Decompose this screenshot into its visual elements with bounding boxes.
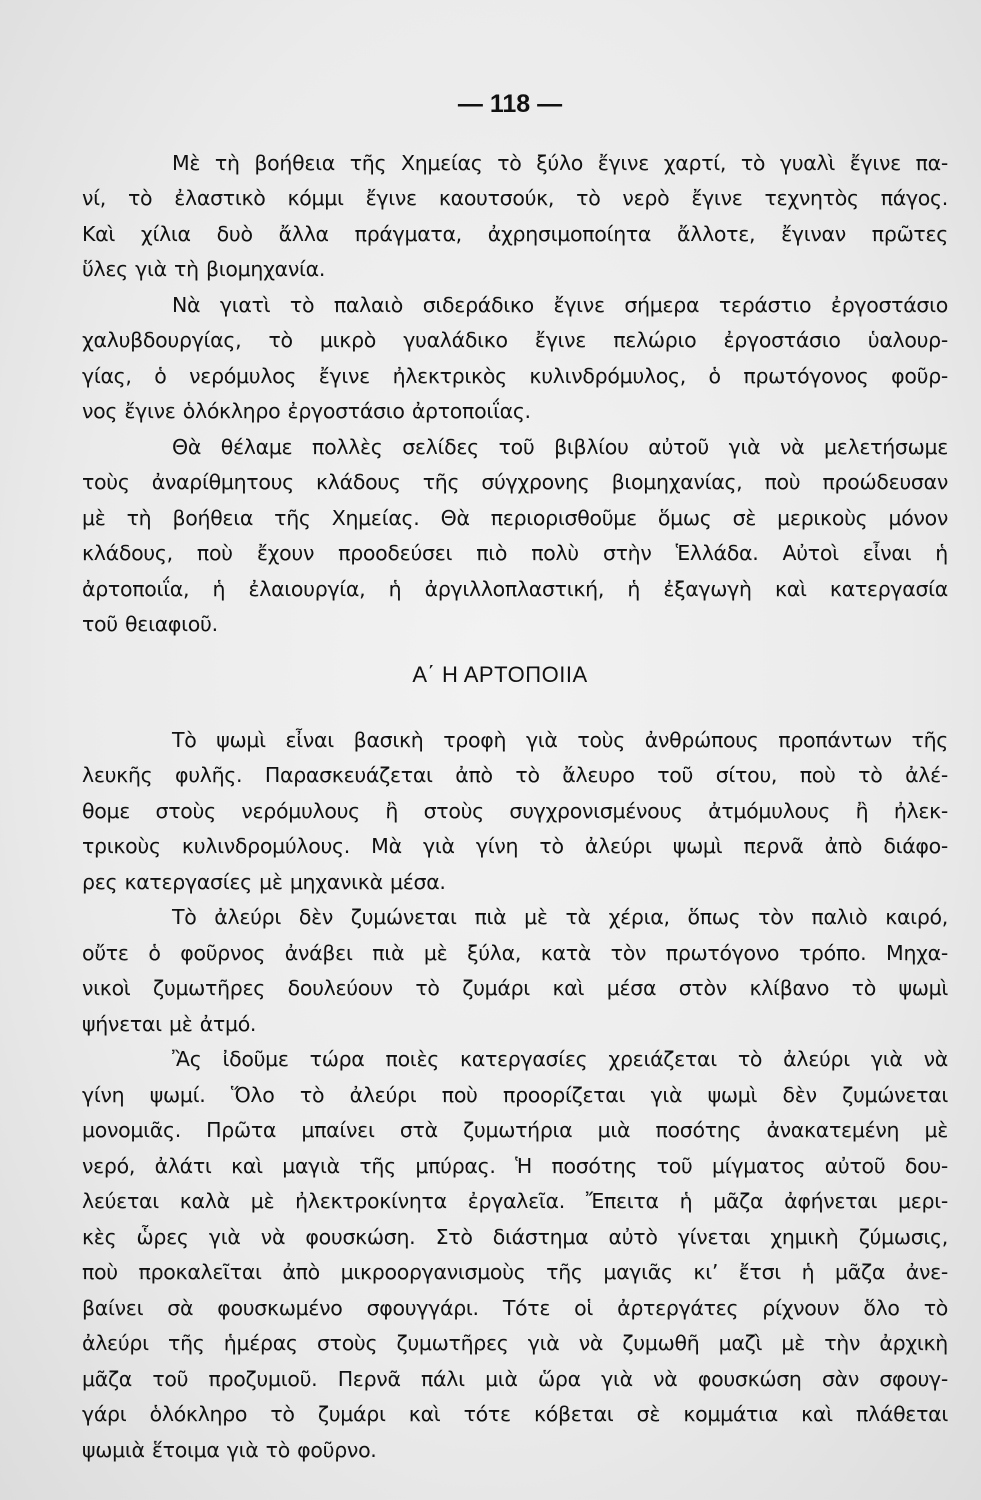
text-line: ἀλεύρι τῆς ἡμέρας στοὺς ζυμωτῆρες γιὰ νὰ ζυμωθῆ μαζὶ μὲ τὴν ἀρχικὴ — [82, 1331, 948, 1355]
text-line: ρες κατεργασίες μὲ μηχανικὰ μέσα. — [82, 870, 446, 894]
text-line: τοὺς ἀναρίθμητους κλάδους τῆς σύγχρονης βιομηχανίας, ποὺ προώδευσαν — [82, 470, 948, 494]
text-line: κλάδους, ποὺ ἔχουν προοδεύσει πιὸ πολὺ στὴν Ἑλλάδα. Αὐτοὶ εἶναι ἡ — [82, 541, 948, 565]
text-line: νερό, ἀλάτι καὶ μαγιὰ τῆς μπύρας. Ἡ ποσότης τοῦ μίγματος αὐτοῦ δου- — [82, 1154, 948, 1178]
text-line: μᾶζα τοῦ προζυμιοῦ. Περνᾶ πάλι μιὰ ὥρα γιὰ νὰ φουσκώση σὰν σφουγ- — [82, 1367, 948, 1391]
text-line: ἀρτοποιΐα, ἡ ἐλαιουργία, ἡ ἀργιλλοπλαστική, ἡ ἐξαγωγὴ καὶ κατεργασία — [82, 577, 948, 601]
text-line: Τὸ ψωμὶ εἶναι βασικὴ τροφὴ γιὰ τοὺς ἀνθρώπους προπάντων τῆς — [172, 728, 948, 752]
text-line: Ἂς ἰδοῦμε τώρα ποιὲς κατεργασίες χρειάζεται τὸ ἀλεύρι γιὰ νὰ — [172, 1047, 948, 1071]
text-line: λευκῆς φυλῆς. Παρασκευάζεται ἀπὸ τὸ ἄλευρο τοῦ σίτου, ποὺ τὸ ἀλέ- — [82, 763, 948, 787]
text-line: ψήνεται μὲ ἀτμό. — [82, 1012, 257, 1036]
section-heading: Α΄ Η ΑΡΤΟΠΟΙΙΑ — [412, 662, 588, 687]
text-line: γάρι ὁλόκληρο τὸ ζυμάρι καὶ τότε κόβεται σὲ κομμάτια καὶ πλάθεται — [82, 1402, 948, 1426]
text-line: τρικοὺς κυλινδρομύλους. Μὰ γιὰ γίνη τὸ ἀλεύρι ψωμὶ περνᾶ ἀπὸ διάφο- — [82, 834, 948, 858]
text-line: βαίνει σὰ φουσκωμένο σφουγγάρι. Τότε οἱ ἀρτεργάτες ρίχνουν ὅλο τὸ — [82, 1296, 948, 1320]
text-line: οὔτε ὁ φοῦρνος ἀνάβει πιὰ μὲ ξύλα, κατὰ τὸν πρωτόγονο τρόπο. Μηχα- — [82, 941, 948, 965]
text-line: Καὶ χίλια δυὸ ἄλλα πράγματα, ἀχρησιμοποίητα ἄλλοτε, ἔγιναν πρῶτες — [82, 222, 948, 246]
text-line: Νὰ γιατὶ τὸ παλαιὸ σιδεράδικο ἔγινε σήμερα τεράστιο ἐργοστάσιο — [172, 293, 948, 317]
text-line: νος ἔγινε ὁλόκληρο ἐργοστάσιο ἀρτοποιΐας. — [82, 399, 531, 423]
text-line: νικοὶ ζυμωτῆρες δουλεύουν τὸ ζυμάρι καὶ μέσα στὸν κλίβανο τὸ ψωμὶ — [82, 976, 948, 1000]
text-line: ψωμιὰ ἕτοιμα γιὰ τὸ φοῦρνο. — [82, 1438, 377, 1462]
text-line: Τὸ ἀλεύρι δὲν ζυμώνεται πιὰ μὲ τὰ χέρια, ὅπως τὸν παλιὸ καιρό, — [172, 905, 948, 929]
text-line: γίνη ψωμί. Ὅλο τὸ ἀλεύρι ποὺ προορίζεται γιὰ ψωμὶ δὲν ζυμώνεται — [82, 1083, 948, 1107]
text-line: θομε στοὺς νερόμυλους ἢ στοὺς συγχρονισμένους ἀτμόμυλους ἢ ἠλεκ- — [82, 799, 948, 823]
text-line: χαλυβδουργίας, τὸ μικρὸ γυαλάδικο ἔγινε πελώριο ἐργοστάσιο ὑαλουρ- — [82, 328, 948, 352]
text-line: μὲ τὴ βοήθεια τῆς Χημείας. Θὰ περιορισθοῦμε ὅμως σὲ μερικοὺς μόνον — [82, 506, 948, 530]
text-line: τοῦ θειαφιοῦ. — [82, 612, 218, 636]
text-line: Μὲ τὴ βοήθεια τῆς Χημείας τὸ ξύλο ἔγινε χαρτί, τὸ γυαλὶ ἔγινε πα- — [172, 151, 948, 175]
text-line: λεύεται καλὰ μὲ ἠλεκτροκίνητα ἐργαλεῖα. Ἔπειτα ἡ μᾶζα ἀφήνεται μερι- — [82, 1189, 948, 1213]
text-line: γίας, ὁ νερόμυλος ἔγινε ἠλεκτρικὸς κυλινδρόμυλος, ὁ πρωτόγονος φοῦρ- — [82, 364, 948, 388]
page-number: — 118 — — [457, 90, 563, 118]
text-line: μονομιᾶς. Πρῶτα μπαίνει στὰ ζυμωτήρια μιὰ ποσότης ἀνακατεμένη μὲ — [82, 1118, 948, 1142]
text-line: κὲς ὧρες γιὰ νὰ φουσκώση. Στὸ διάστημα αὐτὸ γίνεται χημικὴ ζύμωσις, — [82, 1225, 948, 1249]
text-line: νί, τὸ ἐλαστικὸ κόμμι ἔγινε καουτσούκ, τὸ νερὸ ἔγινε τεχνητὸς πάγος. — [82, 186, 948, 210]
text-line: Θὰ θέλαμε πολλὲς σελίδες τοῦ βιβλίου αὐτοῦ γιὰ νὰ μελετήσωμε — [172, 435, 948, 459]
text-line: ποὺ προκαλεῖται ἀπὸ μικροοργανισμοὺς τῆς μαγιᾶς κι’ ἔτσι ἡ μᾶζα ἀνε- — [82, 1260, 948, 1284]
text-line: ὕλες γιὰ τὴ βιομηχανία. — [82, 257, 326, 281]
